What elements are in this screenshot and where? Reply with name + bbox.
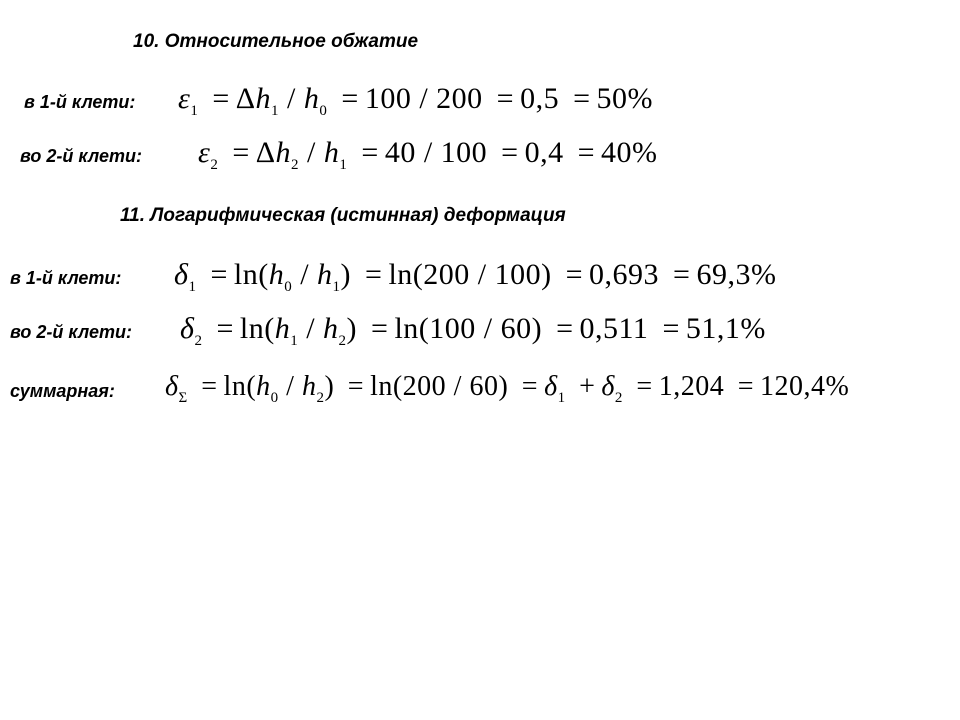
variable-h: h	[301, 371, 317, 402]
slash: /	[286, 371, 295, 402]
equals-sign: =	[565, 258, 584, 291]
section-10-title: 10. Относительное обжатие	[133, 31, 419, 52]
variable-h: h	[303, 82, 320, 115]
ln-value: ln(100 / 60)	[394, 312, 543, 345]
slash: /	[300, 258, 310, 291]
variable-h: h	[274, 312, 291, 345]
subscript: 2	[338, 333, 347, 349]
stand2-label: во 2-й клети:	[20, 146, 142, 166]
relative-reduction-formula-stand2	[198, 136, 658, 174]
close-paren: )	[340, 258, 352, 291]
subscript: 2	[291, 157, 300, 173]
stand1-label: в 1-й клети:	[10, 268, 122, 288]
subscript: 1	[190, 103, 199, 119]
percent-value: 50%	[596, 82, 653, 115]
variable-h: h	[323, 136, 340, 169]
subscript: 2	[210, 157, 219, 173]
equals-sign: =	[210, 258, 228, 291]
equals-sign: =	[556, 312, 574, 345]
subscript: 1	[339, 157, 348, 173]
close-paren: )	[324, 371, 335, 402]
total-label: суммарная:	[10, 381, 115, 401]
ln-value: ln(200 / 100)	[388, 258, 552, 291]
equals-sign: =	[521, 371, 539, 402]
percent-value: 69,3%	[696, 258, 777, 291]
equals-sign: =	[365, 258, 383, 291]
equals-sign: =	[232, 136, 250, 169]
subscript: Σ	[178, 390, 188, 406]
variable-h: h	[256, 371, 271, 402]
equals-sign: =	[496, 82, 515, 115]
decimal-value: 0,693	[589, 258, 660, 291]
stand2-label: во 2-й клети:	[10, 322, 132, 342]
equals-sign: =	[577, 136, 595, 169]
variable-h: h	[275, 136, 292, 169]
variable-h: h	[255, 82, 272, 115]
percent-value: 51,1%	[685, 312, 766, 345]
subscript: 1	[188, 279, 197, 295]
slash: /	[306, 312, 316, 345]
subscript: 1	[271, 103, 280, 119]
epsilon-symbol: ε	[178, 82, 191, 115]
delta-symbol: δ	[601, 371, 615, 402]
equals-sign: =	[371, 312, 389, 345]
log-strain-formula-stand2	[180, 312, 766, 350]
variable-h: h	[317, 258, 333, 291]
ln-open: ln(	[233, 258, 269, 291]
section-11-title: 11. Логарифмическая (истинная) деформация	[120, 205, 566, 226]
slash: /	[307, 136, 316, 169]
subscript: 2	[194, 333, 203, 349]
subscript: 1	[290, 333, 299, 349]
decimal-value: 0,4	[524, 136, 564, 169]
equals-sign: =	[636, 371, 653, 402]
relative-reduction-formula-stand1	[178, 82, 653, 120]
subscript: 1	[557, 390, 566, 406]
variable-h: h	[323, 312, 339, 345]
close-paren: )	[346, 312, 358, 345]
equals-sign: =	[216, 312, 234, 345]
stand1-label: в 1-й клети:	[24, 92, 136, 112]
ratio-value: 100 / 200	[364, 82, 483, 115]
equals-sign: =	[341, 82, 359, 115]
equals-sign: =	[662, 312, 680, 345]
equals-sign: =	[361, 136, 379, 169]
delta-symbol: δ	[174, 258, 189, 291]
decimal-value: 0,511	[579, 312, 649, 345]
subscript: 0	[270, 390, 279, 406]
epsilon-symbol: ε	[198, 136, 211, 169]
subscript: 2	[316, 390, 325, 406]
equals-sign: =	[573, 82, 591, 115]
decimal-value: 1,204	[658, 371, 725, 402]
ln-open: ln(	[223, 371, 257, 402]
log-strain-formula-stand1	[174, 258, 776, 296]
delta-symbol: Δ	[255, 136, 276, 169]
decimal-value: 0,5	[520, 82, 560, 115]
equals-sign: =	[673, 258, 691, 291]
percent-value: 120,4%	[760, 371, 850, 402]
plus-sign: +	[579, 371, 596, 402]
equals-sign: =	[737, 371, 754, 402]
equals-sign: =	[501, 136, 519, 169]
percent-value: 40%	[601, 136, 658, 169]
subscript: 1	[332, 279, 341, 295]
delta-symbol: δ	[165, 371, 179, 402]
delta-symbol: δ	[544, 371, 558, 402]
delta-symbol: Δ	[235, 82, 256, 115]
equals-sign: =	[347, 371, 365, 402]
variable-h: h	[268, 258, 285, 291]
ln-value: ln(200 / 60)	[370, 371, 509, 402]
delta-symbol: δ	[180, 312, 195, 345]
log-strain-formula-total	[165, 371, 849, 407]
subscript: 2	[614, 390, 623, 406]
subscript: 0	[319, 103, 328, 119]
subscript: 0	[284, 279, 293, 295]
slash: /	[287, 82, 296, 115]
ratio-value: 40 / 100	[384, 136, 488, 169]
equals-sign: =	[201, 371, 218, 402]
equals-sign: =	[212, 82, 230, 115]
ln-open: ln(	[239, 312, 275, 345]
